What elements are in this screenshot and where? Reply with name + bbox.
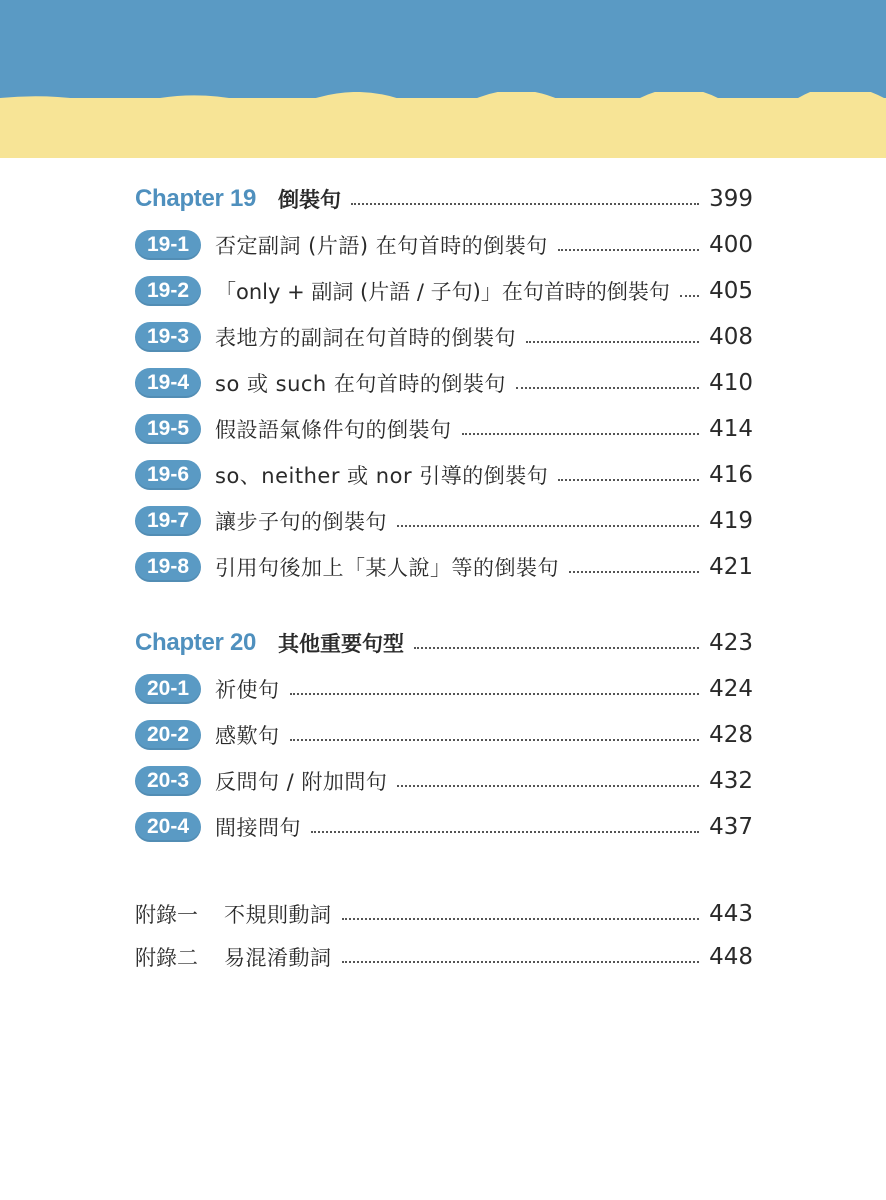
header-brush-edge: [0, 92, 886, 104]
appendix-title: 易混淆動詞: [224, 946, 332, 970]
section-title: 間接問句: [215, 816, 301, 840]
section-title: 感歎句: [215, 724, 280, 748]
section-row[interactable]: [135, 320, 753, 354]
header-blue-band: [0, 0, 886, 100]
appendix-row[interactable]: [135, 897, 753, 931]
section-row[interactable]: [135, 504, 753, 538]
section-title: so、neither 或 nor 引導的倒裝句: [215, 464, 549, 488]
section-row[interactable]: [135, 412, 753, 446]
page-number: 408: [709, 324, 753, 350]
leader-dots: [351, 203, 699, 205]
page-number: 399: [709, 186, 753, 212]
page-number: 416: [709, 462, 753, 488]
leader-dots: [526, 341, 699, 343]
section-title: 「only + 副詞 (片語 / 子句)」在句首時的倒裝句: [215, 280, 670, 304]
page-number: 423: [709, 630, 753, 656]
page-number: 443: [709, 901, 753, 927]
page-number: 428: [709, 722, 753, 748]
leader-dots: [462, 433, 700, 435]
header-yellow-band: [0, 98, 886, 158]
leader-dots: [342, 918, 700, 920]
section-title: 讓步子句的倒裝句: [215, 510, 387, 534]
leader-dots: [342, 961, 700, 963]
section-row[interactable]: [135, 764, 753, 798]
leader-dots: [290, 693, 700, 695]
section-badge: 20-1: [135, 674, 201, 704]
section-badge: 19-4: [135, 368, 201, 398]
page-number: 414: [709, 416, 753, 442]
page-number: 405: [709, 278, 753, 304]
leader-dots: [516, 387, 699, 389]
section-badge: 19-5: [135, 414, 201, 444]
page-number: 424: [709, 676, 753, 702]
section-badge: 19-2: [135, 276, 201, 306]
section-title: 引用句後加上「某人說」等的倒裝句: [215, 556, 559, 580]
appendix-label: 附錄一: [135, 903, 198, 927]
section-row[interactable]: [135, 366, 753, 400]
section-title: 假設語氣條件句的倒裝句: [215, 418, 452, 442]
section-badge: 19-1: [135, 230, 201, 260]
section-row[interactable]: [135, 810, 753, 844]
chapter-number: Chapter 20: [135, 629, 257, 656]
section-title: 否定副詞 (片語) 在句首時的倒裝句: [215, 234, 548, 258]
chapter-row[interactable]: [135, 626, 753, 660]
page-number: 419: [709, 508, 753, 534]
leader-dots: [397, 525, 699, 527]
section-row[interactable]: [135, 550, 753, 584]
section-title: 表地方的副詞在句首時的倒裝句: [215, 326, 516, 350]
section-title: so 或 such 在句首時的倒裝句: [215, 372, 506, 396]
page-number: 437: [709, 814, 753, 840]
chapter-row[interactable]: [135, 182, 753, 216]
page-number: 400: [709, 232, 753, 258]
leader-dots: [558, 249, 699, 251]
section-row[interactable]: [135, 228, 753, 262]
page-number: 421: [709, 554, 753, 580]
page-number: 432: [709, 768, 753, 794]
page-number: 448: [709, 944, 753, 970]
leader-dots: [558, 479, 699, 481]
chapter-title: 倒裝句: [278, 188, 342, 212]
chapter-number: Chapter 19: [135, 185, 257, 212]
section-badge: 20-2: [135, 720, 201, 750]
leader-dots: [680, 295, 699, 297]
leader-dots: [397, 785, 699, 787]
section-badge: 20-4: [135, 812, 201, 842]
section-badge: 19-3: [135, 322, 201, 352]
section-row[interactable]: [135, 274, 753, 308]
section-row[interactable]: [135, 672, 753, 706]
appendix-row[interactable]: [135, 940, 753, 974]
leader-dots: [414, 647, 699, 649]
leader-dots: [311, 831, 699, 833]
appendix-title: 不規則動詞: [224, 903, 332, 927]
chapter-title: 其他重要句型: [278, 632, 405, 656]
section-badge: 19-7: [135, 506, 201, 536]
section-badge: 19-6: [135, 460, 201, 490]
page-number: 410: [709, 370, 753, 396]
section-badge: 20-3: [135, 766, 201, 796]
section-row[interactable]: [135, 458, 753, 492]
leader-dots: [569, 571, 699, 573]
section-title: 反問句 / 附加問句: [215, 770, 388, 794]
leader-dots: [290, 739, 700, 741]
section-row[interactable]: [135, 718, 753, 752]
section-title: 祈使句: [215, 678, 280, 702]
section-badge: 19-8: [135, 552, 201, 582]
appendix-label: 附錄二: [135, 946, 198, 970]
